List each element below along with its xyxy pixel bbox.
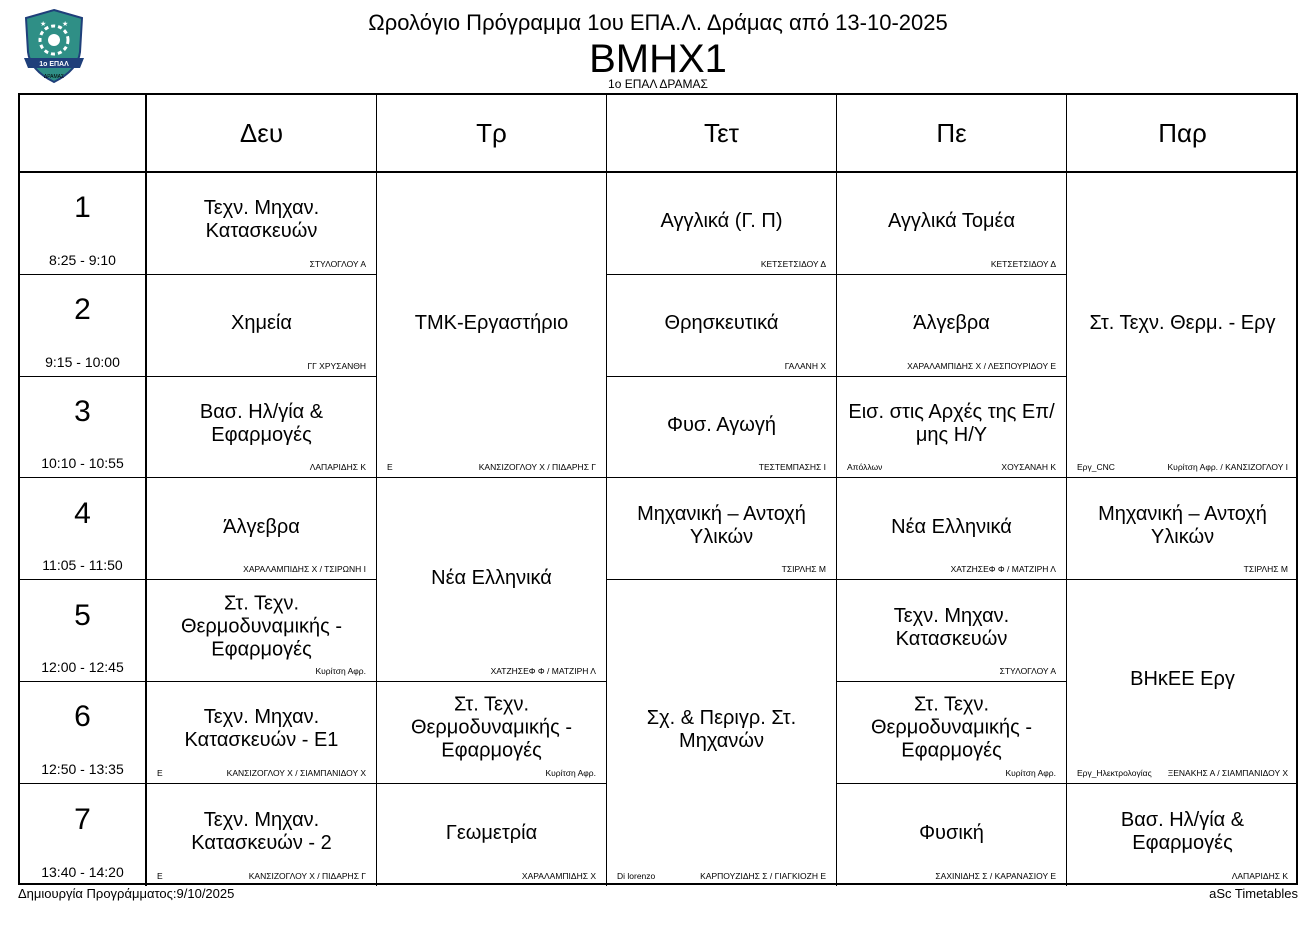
lesson-teacher: ΚΕΤΣΕΤΣΙΔΟΥ Δ bbox=[760, 258, 826, 269]
period-cell bbox=[20, 580, 147, 682]
software-credit: aSc Timetables bbox=[1209, 886, 1298, 901]
lesson-cell[interactable] bbox=[147, 580, 377, 682]
period-cell bbox=[20, 478, 147, 580]
lesson-teacher: ΛΑΠΑΡΙΔΗΣ Κ bbox=[1231, 870, 1288, 881]
lesson-teacher: ΚΕΤΣΕΤΣΙΔΟΥ Δ bbox=[990, 258, 1056, 269]
lesson-cell[interactable] bbox=[837, 580, 1067, 682]
corner-cell bbox=[20, 95, 147, 173]
lesson-teacher: ΓΓ ΧΡΥΣΑΝΘΗ bbox=[307, 360, 366, 371]
lesson-subject: Τεχν. Μηχαν. Κατασκευών - Ε1 bbox=[184, 706, 339, 752]
lesson-cell[interactable] bbox=[1067, 580, 1298, 784]
lesson-subject: Τεχν. Μηχαν. Κατασκευών - 2 bbox=[191, 808, 332, 854]
lesson-teacher: ΧΑΤΖΗΣΕΦ Φ / ΜΑΤΖΙΡΗ Λ bbox=[490, 665, 596, 676]
timetable-grid bbox=[18, 93, 1298, 885]
lesson-teacher: ΧΟΥΣΑΝΑΗ Κ bbox=[1001, 462, 1056, 473]
lesson-subject: Βασ. Ηλ/γία & Εφαρμογές bbox=[199, 401, 324, 447]
lesson-cell[interactable] bbox=[147, 377, 377, 479]
lesson-teacher: ΧΑΤΖΗΣΕΦ Φ / ΜΑΤΖΙΡΗ Λ bbox=[950, 564, 1056, 575]
page-title: Ωρολόγιο Πρόγραμμα 1ου ΕΠΑ.Λ. Δράμας από 13-10-2025 bbox=[368, 10, 948, 35]
period-time: 9:15 - 10:00 bbox=[45, 353, 120, 370]
lesson-subject: ΤΜΚ-Εργαστήριο bbox=[414, 312, 569, 335]
lesson-teacher: ΞΕΝΑΚΗΣ Α / ΣΙΑΜΠΑΝΙΔΟΥ Χ bbox=[1167, 767, 1288, 778]
lesson-subject: Τεχν. Μηχαν. Κατασκευών bbox=[203, 197, 320, 243]
svg-text:★: ★ bbox=[62, 21, 69, 28]
lesson-teacher: ΓΑΛΑΝΗ Χ bbox=[784, 360, 826, 371]
period-time: 8:25 - 9:10 bbox=[49, 251, 116, 268]
lesson-cell[interactable] bbox=[147, 478, 377, 580]
lesson-teacher: ΣΑΧΙΝΙΔΗΣ Σ / ΚΑΡΑΝΑΣΙΟΥ Ε bbox=[935, 870, 1056, 881]
lesson-teacher: ΤΣΙΡΛΗΣ Μ bbox=[781, 564, 826, 575]
day-header: Πε bbox=[837, 95, 1067, 173]
period-time: 12:00 - 12:45 bbox=[41, 658, 124, 675]
lesson-subject: Στ. Τεχν. Θερμοδυναμικής - Εφαρμογές bbox=[870, 693, 1033, 762]
lesson-subject: Νέα Ελληνικά bbox=[891, 515, 1012, 538]
lesson-subject: Βασ. Ηλ/γία & Εφαρμογές bbox=[1120, 808, 1245, 854]
lesson-cell[interactable] bbox=[1067, 478, 1298, 580]
lesson-teacher: Κυρίτση Αφρ. / ΚΑΝΣΙΖΟΓΛΟΥ Ι bbox=[1167, 462, 1288, 473]
lesson-cell[interactable] bbox=[837, 275, 1067, 377]
lesson-cell[interactable] bbox=[607, 478, 837, 580]
lesson-cell[interactable] bbox=[837, 682, 1067, 784]
period-time: 11:05 - 11:50 bbox=[42, 557, 123, 574]
lesson-subject: Αγγλικά (Γ. Π) bbox=[660, 210, 783, 233]
lesson-cell[interactable] bbox=[147, 173, 377, 275]
lesson-subject: Άλγεβρα bbox=[223, 515, 300, 538]
lesson-subject: Γεωμετρία bbox=[445, 821, 538, 844]
lesson-subject: Φυσ. Αγωγή bbox=[667, 414, 776, 437]
svg-text:★: ★ bbox=[40, 21, 47, 28]
creation-date: Δημιουργία Προγράμματος:9/10/2025 bbox=[18, 886, 235, 901]
class-name: ΒΜΗΧ1 bbox=[589, 37, 727, 81]
lesson-cell[interactable] bbox=[607, 173, 837, 275]
period-time: 12:50 - 13:35 bbox=[41, 760, 124, 777]
period-cell bbox=[20, 784, 147, 886]
lesson-teacher: ΚΑΝΣΙΖΟΓΛΟΥ Χ / ΠΙΔΑΡΗΣ Γ bbox=[248, 870, 366, 881]
lesson-subject: Σχ. & Περιγρ. Στ. Μηχανών bbox=[646, 707, 797, 753]
lesson-teacher: ΛΑΠΑΡΙΔΗΣ Κ bbox=[309, 462, 366, 473]
lesson-teacher: ΚΑΝΣΙΖΟΓΛΟΥ Χ / ΣΙΑΜΠΑΝΙΔΟΥ Χ bbox=[226, 767, 366, 778]
lesson-teacher: ΧΑΡΑΛΑΜΠΙΔΗΣ Χ / ΛΕΣΠΟΥΡΙΔΟΥ Ε bbox=[907, 360, 1056, 371]
period-cell bbox=[20, 173, 147, 275]
lesson-teacher: ΚΑΝΣΙΖΟΓΛΟΥ Χ / ΠΙΔΑΡΗΣ Γ bbox=[478, 462, 596, 473]
lesson-room: Ε bbox=[157, 870, 163, 881]
lesson-subject: Νέα Ελληνικά bbox=[431, 566, 552, 589]
day-header: Δευ bbox=[147, 95, 377, 173]
lesson-cell[interactable] bbox=[377, 682, 607, 784]
lesson-teacher: Κυρίτση Αφρ. bbox=[1005, 767, 1056, 778]
lesson-room: Εργ_CNC bbox=[1077, 462, 1115, 473]
lesson-subject: Στ. Τεχν. Θερμ. - Εργ bbox=[1089, 312, 1276, 335]
lesson-cell[interactable] bbox=[607, 377, 837, 479]
day-header: Τετ bbox=[607, 95, 837, 173]
lesson-cell[interactable] bbox=[607, 275, 837, 377]
period-time: 10:10 - 10:55 bbox=[41, 455, 124, 472]
day-header: Παρ bbox=[1067, 95, 1298, 173]
lesson-cell[interactable] bbox=[147, 275, 377, 377]
lesson-cell[interactable] bbox=[1067, 173, 1298, 478]
lesson-cell[interactable] bbox=[147, 682, 377, 784]
lesson-subject: Εισ. στις Αρχές της Επ/μης Η/Υ bbox=[848, 401, 1055, 447]
lesson-subject: Θρησκευτικά bbox=[664, 312, 779, 335]
lesson-subject: Φυσική bbox=[919, 821, 984, 844]
lesson-teacher: ΣΤΥΛΟΓΛΟΥ Α bbox=[999, 665, 1056, 676]
lesson-subject: Αγγλικά Τομέα bbox=[887, 210, 1016, 233]
lesson-cell[interactable] bbox=[607, 580, 837, 885]
lesson-teacher: ΤΕΣΤΕΜΠΑΣΗΣ Ι bbox=[758, 462, 826, 473]
lesson-cell[interactable] bbox=[377, 784, 607, 886]
period-cell bbox=[20, 275, 147, 377]
lesson-cell[interactable] bbox=[837, 784, 1067, 886]
lesson-subject: Χημεία bbox=[231, 312, 292, 335]
period-number: 4 bbox=[74, 496, 91, 530]
period-number: 5 bbox=[74, 598, 91, 632]
period-number: 3 bbox=[74, 394, 91, 428]
period-time: 13:40 - 14:20 bbox=[41, 863, 124, 880]
school-name: 1ο ΕΠΑΛ ΔΡΑΜΑΣ bbox=[608, 77, 708, 91]
lesson-room: Ε bbox=[387, 462, 393, 473]
lesson-subject: Άλγεβρα bbox=[913, 312, 990, 335]
logo-text: 1ο ΕΠΑΛ bbox=[39, 61, 69, 68]
period-number: 7 bbox=[74, 802, 91, 836]
lesson-teacher: ΧΑΡΑΛΑΜΠΙΔΗΣ Χ bbox=[521, 870, 596, 881]
lesson-subject: Μηχανική – Αντοχή Υλικών bbox=[637, 503, 806, 549]
lesson-teacher: ΤΣΙΡΛΗΣ Μ bbox=[1243, 564, 1288, 575]
period-cell bbox=[20, 377, 147, 479]
lesson-cell[interactable] bbox=[147, 784, 377, 886]
period-number: 2 bbox=[74, 293, 91, 327]
lesson-subject: Τεχν. Μηχαν. Κατασκευών bbox=[893, 604, 1010, 650]
lesson-room: Εργ_Ηλεκτρολογίας bbox=[1077, 767, 1152, 778]
period-number: 1 bbox=[74, 191, 91, 225]
lesson-cell[interactable] bbox=[837, 173, 1067, 275]
lesson-teacher: ΧΑΡΑΛΑΜΠΙΔΗΣ Χ / ΤΣΙΡΩΝΗ Ι bbox=[243, 564, 366, 575]
period-number: 6 bbox=[74, 700, 91, 734]
day-header: Τρ bbox=[377, 95, 607, 173]
lesson-teacher: ΣΤΥΛΟΓΛΟΥ Α bbox=[309, 258, 366, 269]
lesson-cell[interactable] bbox=[377, 478, 607, 682]
lesson-subject: Στ. Τεχν. Θερμοδυναμικής - Εφαρμογές bbox=[180, 591, 343, 660]
lesson-subject: Στ. Τεχν. Θερμοδυναμικής - Εφαρμογές bbox=[410, 693, 573, 762]
lesson-teacher: Κυρίτση Αφρ. bbox=[315, 665, 366, 676]
lesson-room: Απόλλων bbox=[847, 462, 883, 473]
lesson-room: Ε bbox=[157, 767, 163, 778]
lesson-cell[interactable] bbox=[377, 173, 607, 478]
logo-subtext: ΔΡΑΜΑΣ bbox=[43, 74, 65, 80]
lesson-cell[interactable] bbox=[837, 478, 1067, 580]
lesson-room: Di lorenzo bbox=[617, 870, 656, 881]
period-cell bbox=[20, 682, 147, 784]
lesson-cell[interactable] bbox=[837, 377, 1067, 479]
lesson-subject: ΒΗκΕΕ Εργ bbox=[1130, 668, 1235, 691]
lesson-teacher: ΚΑΡΠΟΥΖΙΔΗΣ Σ / ΓΙΑΓΚΙΟΖΗ Ε bbox=[700, 870, 826, 881]
lesson-teacher: Κυρίτση Αφρ. bbox=[545, 767, 596, 778]
lesson-cell[interactable] bbox=[1067, 784, 1298, 886]
lesson-subject: Μηχανική – Αντοχή Υλικών bbox=[1098, 503, 1267, 549]
